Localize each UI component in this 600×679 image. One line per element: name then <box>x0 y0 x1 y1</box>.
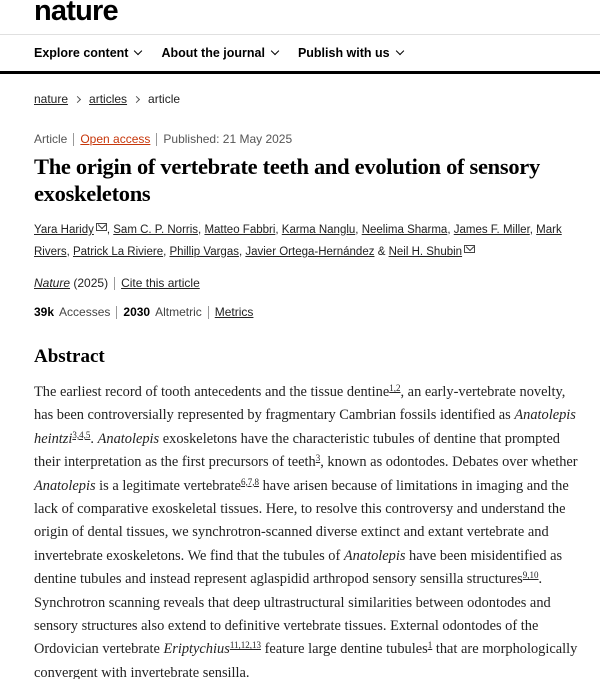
abstract-text-run: exoskeletons have the characteristic tubules of dentine that prompted their interpretation as the first precursors of teeth <box>34 430 560 471</box>
cite-article-link[interactable]: Cite this article <box>121 276 200 290</box>
nav-explore-content[interactable] <box>34 46 141 60</box>
abstract-text-run: , known as odontodes. Debates over whether <box>320 454 578 471</box>
abstract-text-run: is a legitimate vertebrate <box>95 477 242 494</box>
nav-publish-label: Publish with us <box>297 46 390 60</box>
nav-about-journal[interactable] <box>161 46 277 60</box>
abstract-text-run: , an early-vertebrate novelty, has been controversially represented by fragmentary Cambrian fossils identified as <box>34 384 566 424</box>
abstract-heading: Abstract <box>34 346 105 367</box>
open-access-link[interactable]: Open access <box>80 132 151 146</box>
reference-link[interactable]: 6,7,8 <box>241 476 260 487</box>
chevron-down-icon <box>134 47 142 55</box>
author-link[interactable]: Patrick La Riviere <box>72 246 164 258</box>
journal-name-link[interactable]: Nature <box>34 276 71 290</box>
abstract-text-run: feature large dentine tubules <box>260 641 428 658</box>
breadcrumb-nature[interactable]: nature <box>34 92 69 106</box>
author-link[interactable]: Sam C. P. Norris <box>113 224 199 236</box>
reference-link[interactable]: 3,4,5 <box>72 429 91 440</box>
abstract-text-run: have arisen because of limitations in imaging and the lack of comparative exoskeletal tissues. Here, to resolve this controversy and understand the origin of dental tissues, we synchrotron-scanned diverse extinct and extant vertebrate and invertebrate exoskeletons. We find that the tubules of <box>34 477 569 564</box>
abstract-text-run: that are morphologically convergent with invertebrate sensilla. <box>34 641 578 679</box>
altmetric-score: 2030 <box>123 305 151 319</box>
author-link[interactable]: James F. Miller <box>453 224 530 236</box>
reference-link[interactable]: 11,12,13 <box>229 640 261 651</box>
taxon-name: Anatolepis <box>34 477 96 494</box>
nav-about-journal-label: About the journal <box>161 46 265 60</box>
author-link[interactable]: Neelima Sharma <box>361 224 448 236</box>
abstract-text-run: have been misidentified as dentine tubules and instead represent aglaspidid arthropod sensory sensilla structures <box>34 547 563 588</box>
divider <box>208 306 209 319</box>
metrics-link[interactable]: Metrics <box>214 305 254 319</box>
article-metrics <box>34 305 253 319</box>
nature-logo[interactable]: nature <box>34 0 118 27</box>
author-connector: & <box>377 246 386 258</box>
journal-year: (2025) <box>73 276 109 290</box>
divider <box>114 277 115 290</box>
article-title: The origin of vertebrate teeth and evolution of sensory exoskeletons <box>34 154 540 206</box>
reference-link[interactable]: 1,2 <box>389 383 401 393</box>
author-list: Yara Haridy , Sam C. P. Norris, Matteo Fabbri, Karma Nanglu, Neelima Sharma, James F. Miller, Mark Rivers, Patrick La Riviere, Phillip Vargas, Javier Ortega-Hernández & Neil H. Shubin <box>34 224 562 258</box>
taxon-name: Anatolepis <box>97 430 160 447</box>
author-link[interactable]: Yara Haridy <box>34 224 94 236</box>
article-meta <box>34 132 292 146</box>
chevron-right-icon <box>133 95 140 102</box>
chevron-down-icon <box>395 47 403 55</box>
chevron-down-icon <box>271 47 279 55</box>
reference-link[interactable]: 1 <box>427 640 433 651</box>
divider <box>156 133 157 146</box>
altmetric-label: Altmetric <box>155 305 202 319</box>
taxon-name: Eriptychius <box>163 641 230 658</box>
published-date: Published: 21 May 2025 <box>163 132 293 146</box>
nav-explore-content-label: Explore content <box>34 46 129 60</box>
reference-link[interactable]: 9,10 <box>522 570 539 581</box>
breadcrumb <box>34 92 180 106</box>
reference-link[interactable]: 3 <box>315 453 321 464</box>
divider <box>73 133 74 146</box>
breadcrumb-current: article <box>148 92 181 106</box>
author-link[interactable]: Neil H. Shubin <box>388 246 463 258</box>
breadcrumb-articles[interactable]: articles <box>89 92 128 106</box>
author-link[interactable]: Mark Rivers <box>34 224 562 258</box>
author-link[interactable]: Matteo Fabbri <box>204 224 276 236</box>
divider <box>116 306 117 319</box>
abstract-text <box>34 381 582 679</box>
taxon-name: Anatolepis heintzi <box>34 407 576 447</box>
mail-icon[interactable] <box>464 245 475 253</box>
nav-publish[interactable] <box>298 46 403 60</box>
journal-line <box>34 276 200 290</box>
mail-icon[interactable] <box>96 223 107 231</box>
taxon-name: Anatolepis <box>343 547 406 564</box>
chevron-right-icon <box>74 95 81 102</box>
author-link[interactable]: Javier Ortega-Hernández <box>245 246 375 258</box>
site-header <box>0 0 600 34</box>
accesses-label: Accesses <box>59 305 111 319</box>
abstract-text-run: The earliest record of tooth antecedents and the tissue dentine <box>34 384 390 400</box>
abstract-text-run: . Synchrotron scanning reveals that deep ultrastructural similarities between odontodes and sensory structures also extend to definitive vertebrate tissues. External odontodes of the Ordovician vertebrate <box>34 571 551 658</box>
accesses-count: 39k <box>34 305 55 319</box>
main-nav <box>0 34 600 74</box>
article-type: Article <box>34 132 68 146</box>
author-link[interactable]: Phillip Vargas <box>169 246 239 258</box>
abstract-text-run: . <box>90 430 98 447</box>
author-link[interactable]: Karma Nanglu <box>281 224 356 236</box>
